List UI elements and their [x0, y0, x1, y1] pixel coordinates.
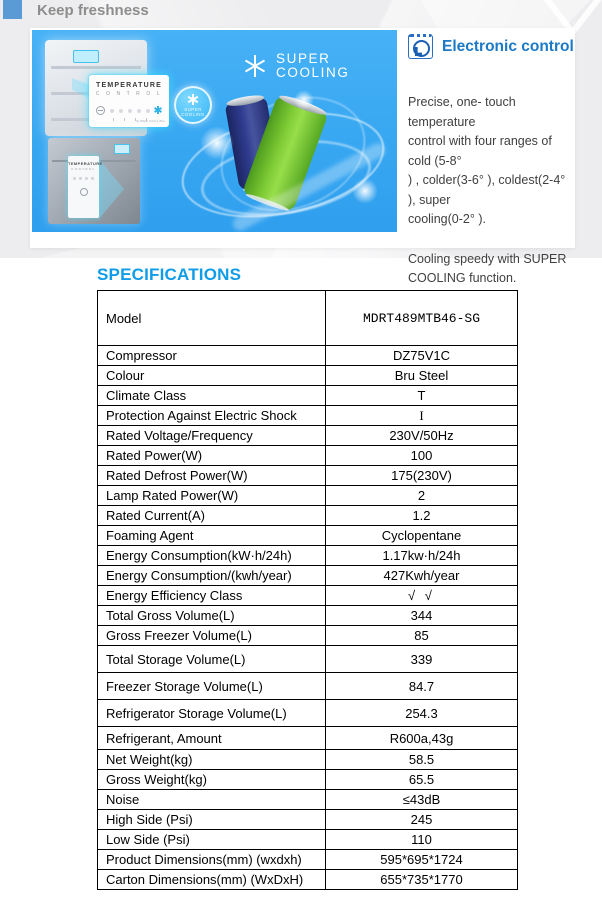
spec-label: Lamp Rated Power(W)	[98, 486, 326, 506]
table-row	[98, 626, 518, 646]
spec-value: DZ75V1C	[326, 346, 518, 366]
level-dot	[146, 109, 150, 113]
spec-label: Gross Weight(kg)	[98, 770, 326, 790]
mini-panel-dots	[68, 177, 99, 180]
spec-label: Refrigerant, Amount	[98, 727, 326, 750]
spec-value: 1.2	[326, 506, 518, 526]
table-row	[98, 506, 518, 526]
table-row	[98, 770, 518, 790]
feature-text-line: COOLING function.	[408, 271, 517, 285]
mini-dial-icon	[80, 188, 88, 196]
table-row	[98, 366, 518, 386]
spec-value: 58.5	[326, 750, 518, 770]
table-row	[98, 566, 518, 586]
table-row	[98, 810, 518, 830]
table-row	[98, 446, 518, 466]
mini-control-panel	[68, 156, 103, 218]
spec-value: 85	[326, 626, 518, 646]
section-marker-square	[3, 0, 22, 19]
feature-header	[408, 34, 575, 59]
dial-icon	[96, 106, 105, 115]
spec-value: 245	[326, 810, 518, 830]
table-row	[98, 750, 518, 770]
spec-value: 1.17kw·h/24h	[326, 546, 518, 566]
table-row	[98, 727, 518, 750]
spec-label: Net Weight(kg)	[98, 750, 326, 770]
spec-label: Rated Voltage/Frequency	[98, 426, 326, 446]
specifications-heading: SPECIFICATIONS	[97, 265, 242, 284]
sparkle	[352, 178, 378, 204]
electronic-control-icon	[408, 34, 433, 59]
spec-label: Freezer Storage Volume(L)	[98, 673, 326, 700]
spec-value: 110	[326, 830, 518, 850]
table-row	[98, 870, 518, 890]
spec-value: R600a,43g	[326, 727, 518, 750]
spec-label: High Side (Psi)	[98, 810, 326, 830]
feature-text-line: Precise, one- touch temperature	[408, 95, 516, 129]
table-row	[98, 386, 518, 406]
spec-label: Low Side (Psi)	[98, 830, 326, 850]
specifications-table	[97, 290, 518, 890]
snowflake-icon	[188, 94, 199, 105]
spec-value: 230V/50Hz	[326, 426, 518, 446]
fridge-shelf	[51, 66, 141, 69]
table-row	[98, 790, 518, 810]
spec-label: Foaming Agent	[98, 526, 326, 546]
spec-label: Model	[98, 291, 326, 346]
panel-subtitle: C O N T R O L	[95, 91, 163, 97]
table-row	[98, 546, 518, 566]
badge-text-line1: SUPER	[184, 106, 202, 112]
table-row	[98, 466, 518, 486]
spec-value: 595*695*1724	[326, 850, 518, 870]
spec-value: 2	[326, 486, 518, 506]
specifications-section	[97, 265, 518, 890]
spec-label: Total Storage Volume(L)	[98, 646, 326, 673]
spec-label: Climate Class	[98, 386, 326, 406]
spec-value: Bru Steel	[326, 366, 518, 386]
table-row	[98, 673, 518, 700]
spec-value: MDRT489MTB46-SG	[326, 291, 518, 346]
badge-text-line2: COOLING	[181, 111, 205, 117]
table-row	[98, 406, 518, 426]
mini-panel-title: TEMPERATURE	[68, 161, 103, 166]
logo-text: SUPER COOLING	[276, 51, 350, 80]
spec-label: Protection Against Electric Shock	[98, 406, 326, 426]
spec-label: Refrigerator Storage Volume(L)	[98, 700, 326, 727]
spec-label: Rated Current(A)	[98, 506, 326, 526]
spec-label: Noise	[98, 790, 326, 810]
table-row	[98, 291, 518, 346]
table-row	[98, 830, 518, 850]
feature-text-line: Cooling speedy with SUPER	[408, 251, 567, 266]
feature-title: Electronic control	[442, 37, 574, 55]
spec-label: Colour	[98, 366, 326, 386]
spec-label: Gross Freezer Volume(L)	[98, 626, 326, 646]
spec-label: Total Gross Volume(L)	[98, 606, 326, 626]
level-dot	[119, 109, 123, 113]
feature-text-line: cooling(0-2° ).	[408, 212, 486, 226]
fridge-display	[114, 144, 130, 154]
table-row	[98, 700, 518, 727]
level-dot	[128, 109, 132, 113]
snowflake-icon	[244, 55, 266, 77]
table-row	[98, 486, 518, 506]
table-row	[98, 850, 518, 870]
super-cooling-logo	[244, 52, 349, 80]
panel-title: TEMPERATURE	[96, 82, 162, 89]
spec-label: Energy Consumption(kW·h/24h)	[98, 546, 326, 566]
spec-value: 655*735*1770	[326, 870, 518, 890]
table-row	[98, 646, 518, 673]
temperature-control-panel	[89, 75, 169, 127]
feature-text-line: control with four ranges of cold (5-8°	[408, 134, 552, 168]
spec-value: 65.5	[326, 770, 518, 790]
fridge-display	[73, 50, 99, 63]
spec-label: Product Dimensions(mm) (wxdxh)	[98, 850, 326, 870]
spec-label: Energy Consumption/(kwh/year)	[98, 566, 326, 586]
table-row	[98, 606, 518, 626]
promo-image	[32, 30, 397, 232]
table-row	[98, 346, 518, 366]
spec-value: 100	[326, 446, 518, 466]
table-row	[98, 586, 518, 606]
spec-value: 344	[326, 606, 518, 626]
spec-value: 254.3	[326, 700, 518, 727]
feature-panel	[408, 28, 575, 285]
spec-value: I	[326, 406, 518, 426]
level-dot	[110, 109, 114, 113]
spec-value: √ √	[326, 586, 518, 606]
super-cooling-badge	[174, 86, 212, 124]
spec-value: 427Kwh/year	[326, 566, 518, 586]
spec-value: T	[326, 386, 518, 406]
spec-label: Carton Dimensions(mm) (WxDxH)	[98, 870, 326, 890]
sparkle	[200, 126, 234, 160]
snowflake-icon	[154, 106, 162, 114]
feature-paragraph-1	[408, 93, 575, 230]
spec-value: Cyclopentane	[326, 526, 518, 546]
table-row	[98, 526, 518, 546]
spec-value: 84.7	[326, 673, 518, 700]
sparkle	[294, 90, 314, 110]
spec-label: Energy Efficiency Class	[98, 586, 326, 606]
spec-label: Rated Power(W)	[98, 446, 326, 466]
spec-value: ≤43dB	[326, 790, 518, 810]
feature-text-line: ) , colder(3-6° ), coldest(2-4° ), super	[408, 173, 566, 207]
spec-value: 339	[326, 646, 518, 673]
level-dot	[137, 109, 141, 113]
spec-value: 175(230V)	[326, 466, 518, 486]
spec-label: Compressor	[98, 346, 326, 366]
table-row	[98, 426, 518, 446]
section-label: Keep freshness	[37, 2, 149, 19]
panel-caption: SUPER COOLING	[136, 119, 165, 123]
mini-panel-subtitle: CONTROL	[71, 167, 96, 171]
spec-label: Rated Defrost Power(W)	[98, 466, 326, 486]
